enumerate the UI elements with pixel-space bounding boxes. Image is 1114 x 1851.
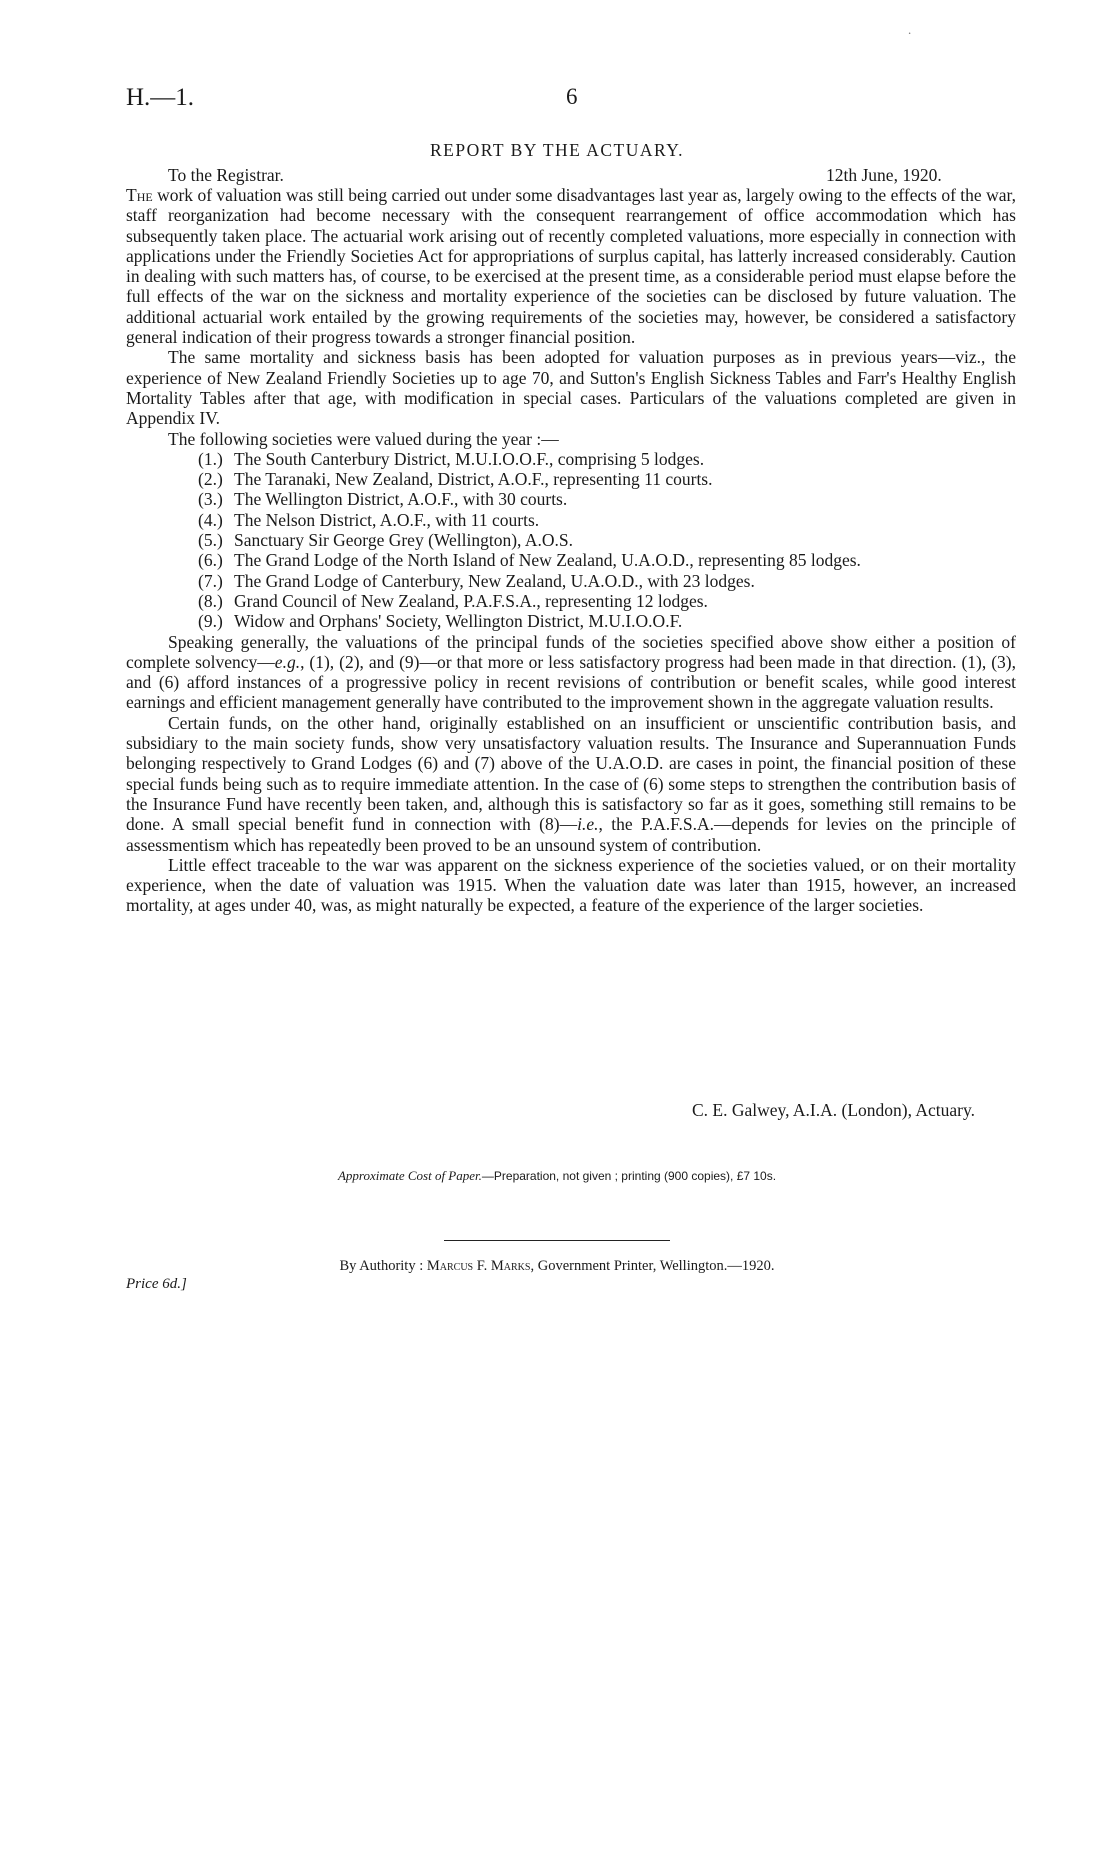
paragraph-6: Little effect traceable to the war was apparent on the sickness experience of the societies valued, or on their mortality experience, when the date of valuation was 1915. When the valuation date was later than 1915, however, an increased mortality, at ages under 40, was, as might naturally be expected, a feature of the experience of the larger societies. bbox=[126, 854, 1016, 916]
cost-label: Approximate Cost of Paper. bbox=[337, 1168, 482, 1183]
list-item-number: (3.) bbox=[198, 489, 223, 510]
list-item bbox=[126, 571, 1016, 591]
list-item-number: (5.) bbox=[198, 530, 223, 551]
paragraph-2: The same mortality and sickness basis has been adopted for valuation purposes as in previous years—viz., the experience of New Zealand Friendly Societies up to age 70, and Sutton's English Sickness Tables and Farr's Healthy English Mortality Tables after that age, with modification in special cases. Particulars of the valuations completed are given in Appendix IV. bbox=[126, 347, 1016, 429]
list-item bbox=[126, 591, 1016, 611]
list-item-number: (7.) bbox=[198, 570, 223, 591]
authority-suffix: , Government Printer, Wellington.—1920. bbox=[530, 1258, 775, 1274]
list-item-text: The Taranaki, New Zealand, District, A.O.F., representing 11 courts. bbox=[234, 469, 713, 490]
paragraph-4-text-a: Speaking generally, the valuations of the principal funds of the societies specified above show either a position of complete solvency— bbox=[126, 631, 1016, 672]
report-title: REPORT BY THE ACTUARY. bbox=[430, 140, 684, 160]
paragraph-4-eg: e.g. bbox=[274, 651, 301, 672]
list-item bbox=[126, 489, 1016, 509]
corner-mark: . bbox=[908, 22, 912, 37]
paragraph-1 bbox=[126, 185, 1016, 347]
paragraph-1-text: work of valuation was still being carried out under some disadvantages last year as, largely owing to the effects of the war, staff reorganization had become necessary with the consequent rearrangement of office accommodation which has subsequently taken place. The actuarial work arising out of recently completed valuations, more especially in connection with applications under the Friendly Societies Act for appropriations of surplus capital, has latterly increased considerably. Caution in dealing with such matters has, of course, to be exercised at the present time, as a considerable period must elapse before the full effects of the war on the sickness and mortality experience of the societies can be disclosed by future valuation. The additional actuarial work entailed by the growing requirements of the societies may, however, be considered a satisfactory general indication of their progress towards a stronger financial position. bbox=[126, 185, 1016, 348]
authority-prefix: By Authority : bbox=[339, 1258, 427, 1274]
list-item-text: The Grand Lodge of the North Island of New Zealand, U.A.O.D., representing 85 lodges. bbox=[234, 550, 861, 571]
list-item bbox=[126, 550, 1016, 570]
salutation: To the Registrar. bbox=[168, 165, 284, 185]
list-item bbox=[126, 530, 1016, 550]
list-item bbox=[126, 611, 1016, 631]
list-item-text: The South Canterbury District, M.U.I.O.O.F., comprising 5 lodges. bbox=[234, 448, 705, 469]
paragraph-5-text-b: , the P.A.F.S.A.—depends for levies on the principle of assessmentism which has repeatedly been proved to be an unsound system of contribution. bbox=[126, 814, 1016, 855]
society-list bbox=[126, 449, 1016, 632]
cost-text: —Preparation, not given ; printing (900 copies), £7 10s. bbox=[481, 1169, 777, 1183]
list-item-number: (1.) bbox=[198, 448, 223, 469]
list-item bbox=[126, 469, 1016, 489]
report-body bbox=[126, 185, 1016, 916]
list-item-number: (9.) bbox=[198, 611, 223, 632]
document-code: H.—1. bbox=[126, 84, 195, 111]
list-item-number: (6.) bbox=[198, 550, 223, 571]
price: Price 6d.] bbox=[126, 1276, 187, 1292]
paragraph-1-lead: The bbox=[126, 185, 153, 205]
list-item bbox=[126, 449, 1016, 469]
report-date: 12th June, 1920. bbox=[826, 165, 942, 185]
list-item-text: Sanctuary Sir George Grey (Wellington), A.O.S. bbox=[234, 530, 573, 551]
list-item-text: The Grand Lodge of Canterbury, New Zealand, U.A.O.D., with 23 lodges. bbox=[234, 570, 755, 591]
list-item-number: (8.) bbox=[198, 590, 223, 611]
divider bbox=[444, 1240, 670, 1241]
list-item-text: The Nelson District, A.O.F., with 11 courts. bbox=[234, 509, 540, 530]
list-item-text: The Wellington District, A.O.F., with 30 courts. bbox=[234, 489, 568, 510]
paragraph-4 bbox=[126, 632, 1016, 713]
cost-of-paper bbox=[0, 1168, 1114, 1184]
signature: C. E. Galwey, A.I.A. (London), Actuary. bbox=[691, 1100, 975, 1120]
paragraph-4-text-b: , (1), (2), and (9)—or that more or less satisfactory progress had been made in that direction. (1), (3), and (6) afford instances of a progressive policy in recent revisions of contribution or benefit scales, while good interest earnings and efficient management generally have contributed to the improvement shown in the aggregate valuation results. bbox=[126, 651, 1016, 713]
paragraph-5-text-a: Certain funds, on the other hand, originally established on an insufficient or unscientific contribution basis, and subsidiary to the main society funds, show very unsatisfactory valuation results. The Insurance and Superannuation Funds belonging respectively to Grand Lodges (6) and (7) above of the U.A.O.D. are cases in point, the financial position of these special funds being such as to require immediate attention. In the case of (6) some steps to strengthen the contribution basis of the Insurance Fund have recently been taken, and, although this is satisfactory so far as it goes, something still remains to be done. A small special benefit fund in connection with (8)— bbox=[126, 712, 1016, 835]
authority-line bbox=[0, 1258, 1114, 1275]
list-item-number: (4.) bbox=[198, 509, 223, 530]
list-item-number: (2.) bbox=[198, 469, 223, 490]
paragraph-5-ie: i.e. bbox=[577, 814, 599, 835]
list-item bbox=[126, 510, 1016, 530]
paragraph-3: The following societies were valued during the year :— bbox=[168, 428, 559, 449]
list-item-text: Widow and Orphans' Society, Wellington District, M.U.I.O.O.F. bbox=[234, 611, 683, 632]
list-item-text: Grand Council of New Zealand, P.A.F.S.A., representing 12 lodges. bbox=[234, 590, 708, 611]
printer-name: Marcus F. Marks bbox=[426, 1258, 531, 1274]
paragraph-5 bbox=[126, 713, 1016, 855]
page-number: 6 bbox=[566, 84, 578, 109]
